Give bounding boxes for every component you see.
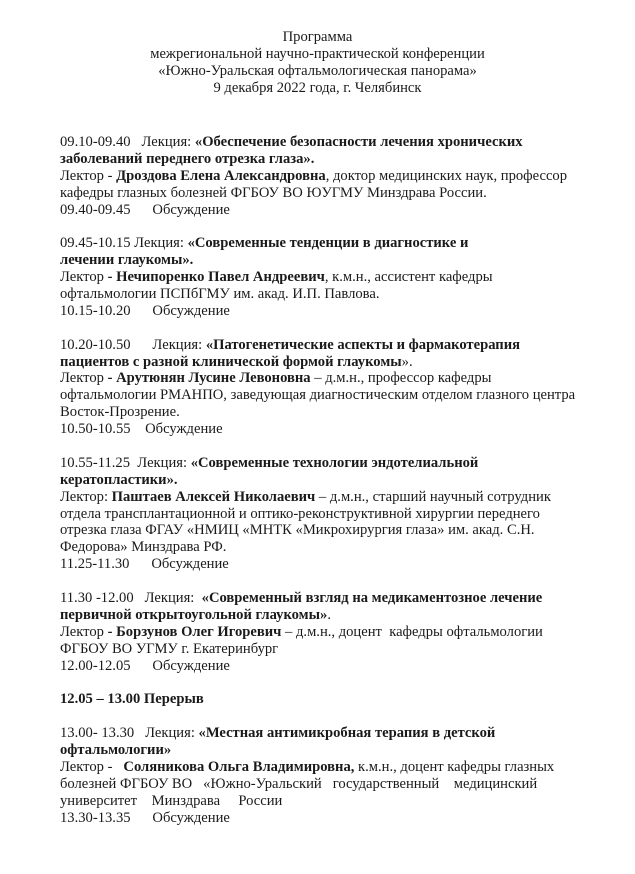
bold-text: офтальмологии» xyxy=(60,742,172,759)
bold-text: «Современные технологии эндотелиальной xyxy=(190,454,479,471)
program-line xyxy=(60,506,620,523)
bold-text: «Современный взгляд на медикаментозное лечение xyxy=(201,590,543,607)
text: Лектор - xyxy=(60,167,117,184)
header-conference-type: межрегиональной научно-практической конференции xyxy=(150,46,485,62)
bold-text: заболеваний переднего отрезка глаза». xyxy=(60,150,315,167)
program-line xyxy=(60,303,620,320)
program-item xyxy=(60,455,620,573)
program-line xyxy=(60,235,620,252)
text: Лектор xyxy=(60,269,108,286)
program-item xyxy=(60,590,620,674)
program-line xyxy=(60,168,620,185)
text: . xyxy=(327,606,331,623)
program-line xyxy=(60,590,620,607)
bold-text: - Нечипоренко Павел Андреевич xyxy=(107,269,325,286)
text: отдела трансплантационной и оптико-реконструктивной хирургии переднего xyxy=(60,505,540,522)
text: болезней ФГБОУ ВО «Южно-Уральский государственный медицинский xyxy=(60,775,538,792)
text: 09.45-10.15 Лекция: xyxy=(60,235,188,252)
document-header xyxy=(0,29,635,97)
text: к.м.н., доцент кафедры глазных xyxy=(354,758,555,775)
text: – д.м.н., старший научный сотрудник xyxy=(315,488,551,505)
bold-text: 12.05 – 13.00 Перерыв xyxy=(60,691,204,708)
program-line xyxy=(60,337,620,354)
text: – д.м.н., профессор кафедры xyxy=(310,370,492,387)
text: 13.00- 13.30 Лекция: xyxy=(60,725,199,742)
program-line xyxy=(60,202,620,219)
program-line xyxy=(60,658,620,675)
text: отрезка глаза ФГАУ «НМИЦ «МНТК «Микрохирургия глаза» им. акад. С.Н. xyxy=(60,522,535,539)
program-item xyxy=(60,691,620,708)
text: Федорова» Минздрава РФ. xyxy=(60,539,227,556)
program-line xyxy=(60,776,620,793)
text: – д.м.н., доцент кафедры офтальмологии xyxy=(281,623,543,640)
program-line xyxy=(60,489,620,506)
text: 11.25-11.30 Обсуждение xyxy=(60,556,229,573)
text: 10.55-11.25 Лекция: xyxy=(60,454,191,471)
text: офтальмологии ПСПбГМУ им. акад. И.П. Павлова. xyxy=(60,286,380,303)
program-line xyxy=(60,725,620,742)
spacer xyxy=(60,320,620,337)
spacer xyxy=(60,675,620,692)
program-line xyxy=(60,421,620,438)
program-line xyxy=(60,151,620,168)
program-line xyxy=(60,691,620,708)
program-line xyxy=(60,624,620,641)
program-line xyxy=(60,185,620,202)
text: Лектор xyxy=(60,623,108,640)
spacer xyxy=(60,218,620,235)
text: Восток-Прозрение. xyxy=(60,404,180,421)
bold-text: «Современные тенденции в диагностике и xyxy=(187,235,469,252)
bold-text: - Борзунов Олег Игоревич xyxy=(107,623,282,640)
bold-text: «Обеспечение безопасности лечения хронических xyxy=(194,134,523,150)
program-line xyxy=(60,607,620,624)
program-line xyxy=(60,742,620,759)
bold-text: первичной открытоугольной глаукомы» xyxy=(60,606,328,623)
spacer xyxy=(60,438,620,455)
bold-text: «Патогенетические аспекты и фармакотерапия xyxy=(205,336,521,353)
text: 13.30-13.35 Обсуждение xyxy=(60,809,230,826)
text: 10.50-10.55 Обсуждение xyxy=(60,421,223,438)
program-line xyxy=(60,759,620,776)
program-line xyxy=(60,793,620,810)
text: , доктор медицинских наук, профессор xyxy=(325,167,568,184)
program-line xyxy=(60,455,620,472)
text: ». xyxy=(401,353,413,370)
text: Лектор: xyxy=(60,488,112,505)
program-item xyxy=(60,337,620,438)
program-item xyxy=(60,134,620,218)
program-line xyxy=(60,354,620,371)
bold-text: Паштаев Алексей Николаевич xyxy=(111,488,316,505)
bold-text: лечении глаукомы». xyxy=(60,252,194,269)
bold-text: Дроздова Елена Александровна xyxy=(116,167,326,184)
text: кафедры глазных болезней ФГБОУ ВО ЮУГМУ Минздрава России. xyxy=(60,184,487,201)
program-item xyxy=(60,725,620,826)
program-line xyxy=(60,556,620,573)
bold-text: - Арутюнян Лусине Левоновна xyxy=(107,370,311,387)
program-line xyxy=(60,472,620,489)
spacer xyxy=(60,708,620,725)
text: 10.20-10.50 Лекция: xyxy=(60,336,206,353)
program-line xyxy=(60,370,620,387)
header-date-place: 9 декабря 2022 года, г. Челябинск xyxy=(213,80,422,96)
program-line xyxy=(60,269,620,286)
program-line xyxy=(60,252,620,269)
spacer xyxy=(60,573,620,590)
program-line xyxy=(60,387,620,404)
bold-text: пациентов с разной клинической формой глаукомы xyxy=(60,353,402,370)
program-line xyxy=(60,286,620,303)
text: 09.40-09.45 Обсуждение xyxy=(60,201,230,218)
text: 10.15-10.20 Обсуждение xyxy=(60,302,230,319)
program-line xyxy=(60,404,620,421)
text: Лектор - xyxy=(60,758,124,775)
bold-text: «Местная антимикробная терапия в детской xyxy=(198,725,496,742)
text: офтальмологии РМАНПО, заведующая диагностическим отделом глазного центра xyxy=(60,387,576,404)
program-line xyxy=(60,539,620,556)
header-title: Программа xyxy=(282,29,353,45)
program-item xyxy=(60,235,620,319)
text: ФГБОУ ВО УГМУ г. Екатеринбург xyxy=(60,640,279,657)
text: 09.10-09.40 Лекция: xyxy=(60,134,195,150)
bold-text: Соляникова Ольга Владимировна, xyxy=(123,758,355,775)
text: 11.30 -12.00 Лекция: xyxy=(60,590,202,607)
program-schedule xyxy=(60,134,620,827)
program-line xyxy=(60,810,620,827)
program-line xyxy=(60,134,620,151)
text: , к.м.н., ассистент кафедры xyxy=(324,269,493,286)
header-conference-name: «Южно-Уральская офтальмологическая панорама» xyxy=(158,63,477,79)
text: 12.00-12.05 Обсуждение xyxy=(60,657,230,674)
text: университет Минздрава России xyxy=(60,792,283,809)
program-line xyxy=(60,522,620,539)
text: Лектор xyxy=(60,370,108,387)
bold-text: кератопластики». xyxy=(60,471,178,488)
program-line xyxy=(60,641,620,658)
